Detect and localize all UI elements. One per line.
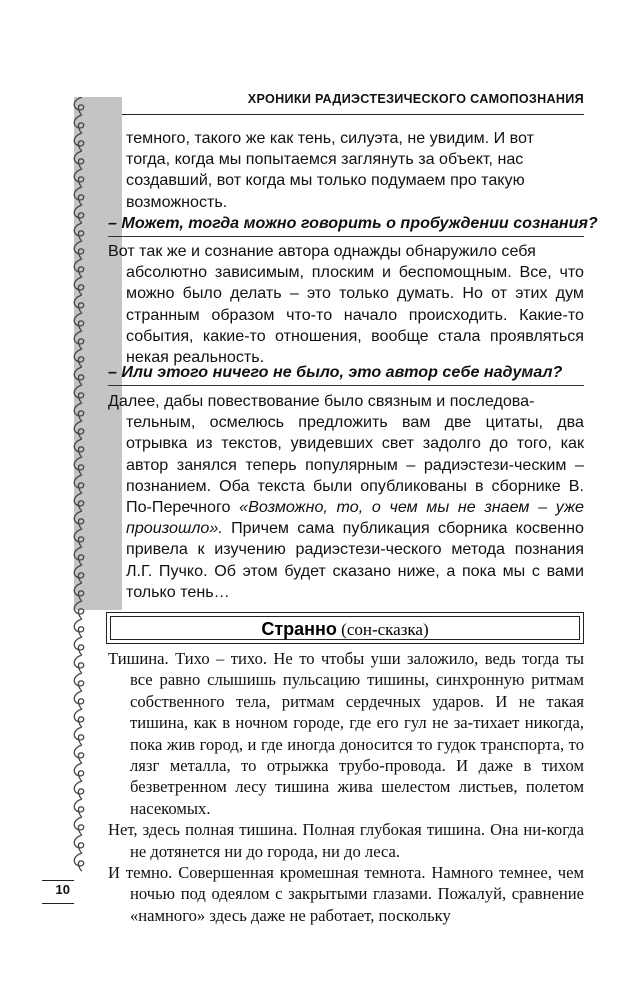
paragraph-text: Причем сама публикация сборника косвенно привела к изучению радиэстези-ческого метода познания Л.Г. Пучко. Об этом будет сказано ниже, а пока мы с вами только тень… <box>126 519 584 601</box>
question-rule <box>108 385 584 386</box>
header-rule <box>122 114 584 115</box>
text-block-1 <box>108 128 584 213</box>
paragraph-text: тельным, осмелюсь предложить вам две цитаты, два отрывка из текстов, увидевших свет задолго до того, как автор занялся теперь популярным – радиэстези-ческим – познанием. Оба текста были опубликованы в сборнике В. По-Перечного <box>126 413 584 517</box>
book-title-quote: «Возможно, то, о чем мы не знаем – уже произошло». <box>126 498 584 538</box>
text-block-2 <box>108 241 584 368</box>
text-line: темного, такого же как тень, силуэта, не увидим. И вот <box>126 129 535 147</box>
question-rule <box>108 236 584 237</box>
text-line: тогда, когда мы попытаемся заглянуть за объект, нас <box>126 150 524 169</box>
section-subtitle: (сон-сказка) <box>336 620 429 639</box>
running-header: ХРОНИКИ РАДИЭСТЕЗИЧЕСКОГО САМОПОЗНАНИЯ <box>247 92 584 106</box>
page-number: 10 <box>55 882 70 897</box>
text-line: создавший, вот когда мы только подумаем про такую <box>126 171 525 190</box>
text-line: возможность. <box>126 192 228 211</box>
paragraph-body <box>108 412 584 603</box>
paragraph-first-line: Вот так же и сознание автора однажды обнаружило себя <box>108 242 536 260</box>
curl-border-ornament <box>70 97 90 897</box>
paragraph-first-line: Далее, дабы повествование было связным и последова- <box>108 392 535 410</box>
section-title-box <box>106 612 584 644</box>
section-title: Странно <box>261 619 337 639</box>
story-paragraph: И темно. Совершенная кромешная темнота. Намного темнее, чем ночью под одеялом с закрытыми глазами. Пожалуй, сравнение «намного» здесь даже не работает, поскольку <box>108 863 584 925</box>
story-paragraph: Тишина. Тихо – тихо. Не то чтобы уши заложило, ведь тогда ты все равно слышишь пульсацию тишины, синхронную ритмам собственного тела, ритмам сердечных ударов. И не такая тишина, как в ночном городе, где его гул не за-тихает никогда, пока жив город, и где иногда доносится то гудок транспорта, то лязг металла, то отрыжка трубо-провода. И даже в тихом безветренном лесу тишина жива шелестом листьев, полетом насекомых. <box>108 649 584 818</box>
text-block-3 <box>108 391 584 603</box>
story-paragraph: Нет, здесь полная тишина. Полная глубокая тишина. Она ни-когда не дотянется ни до города, ни до леса. <box>108 820 584 861</box>
paragraph-body: абсолютно зависимым, плоским и беспомощным. Все, что можно было делать – это только думать. Но от этих дум странным образом что-то начало происходить. Какие-то события, какие-то отношения, вообще стала проявляться некая реальность. <box>126 263 584 367</box>
question-text: – Или этого ничего не было, это автор себе надумал? <box>108 363 563 381</box>
question-text: – Может, тогда можно говорить о пробуждении сознания? <box>108 214 598 232</box>
question-1 <box>108 213 598 234</box>
question-2 <box>108 362 584 383</box>
story-text <box>108 648 584 926</box>
section-title-frame <box>110 616 580 640</box>
